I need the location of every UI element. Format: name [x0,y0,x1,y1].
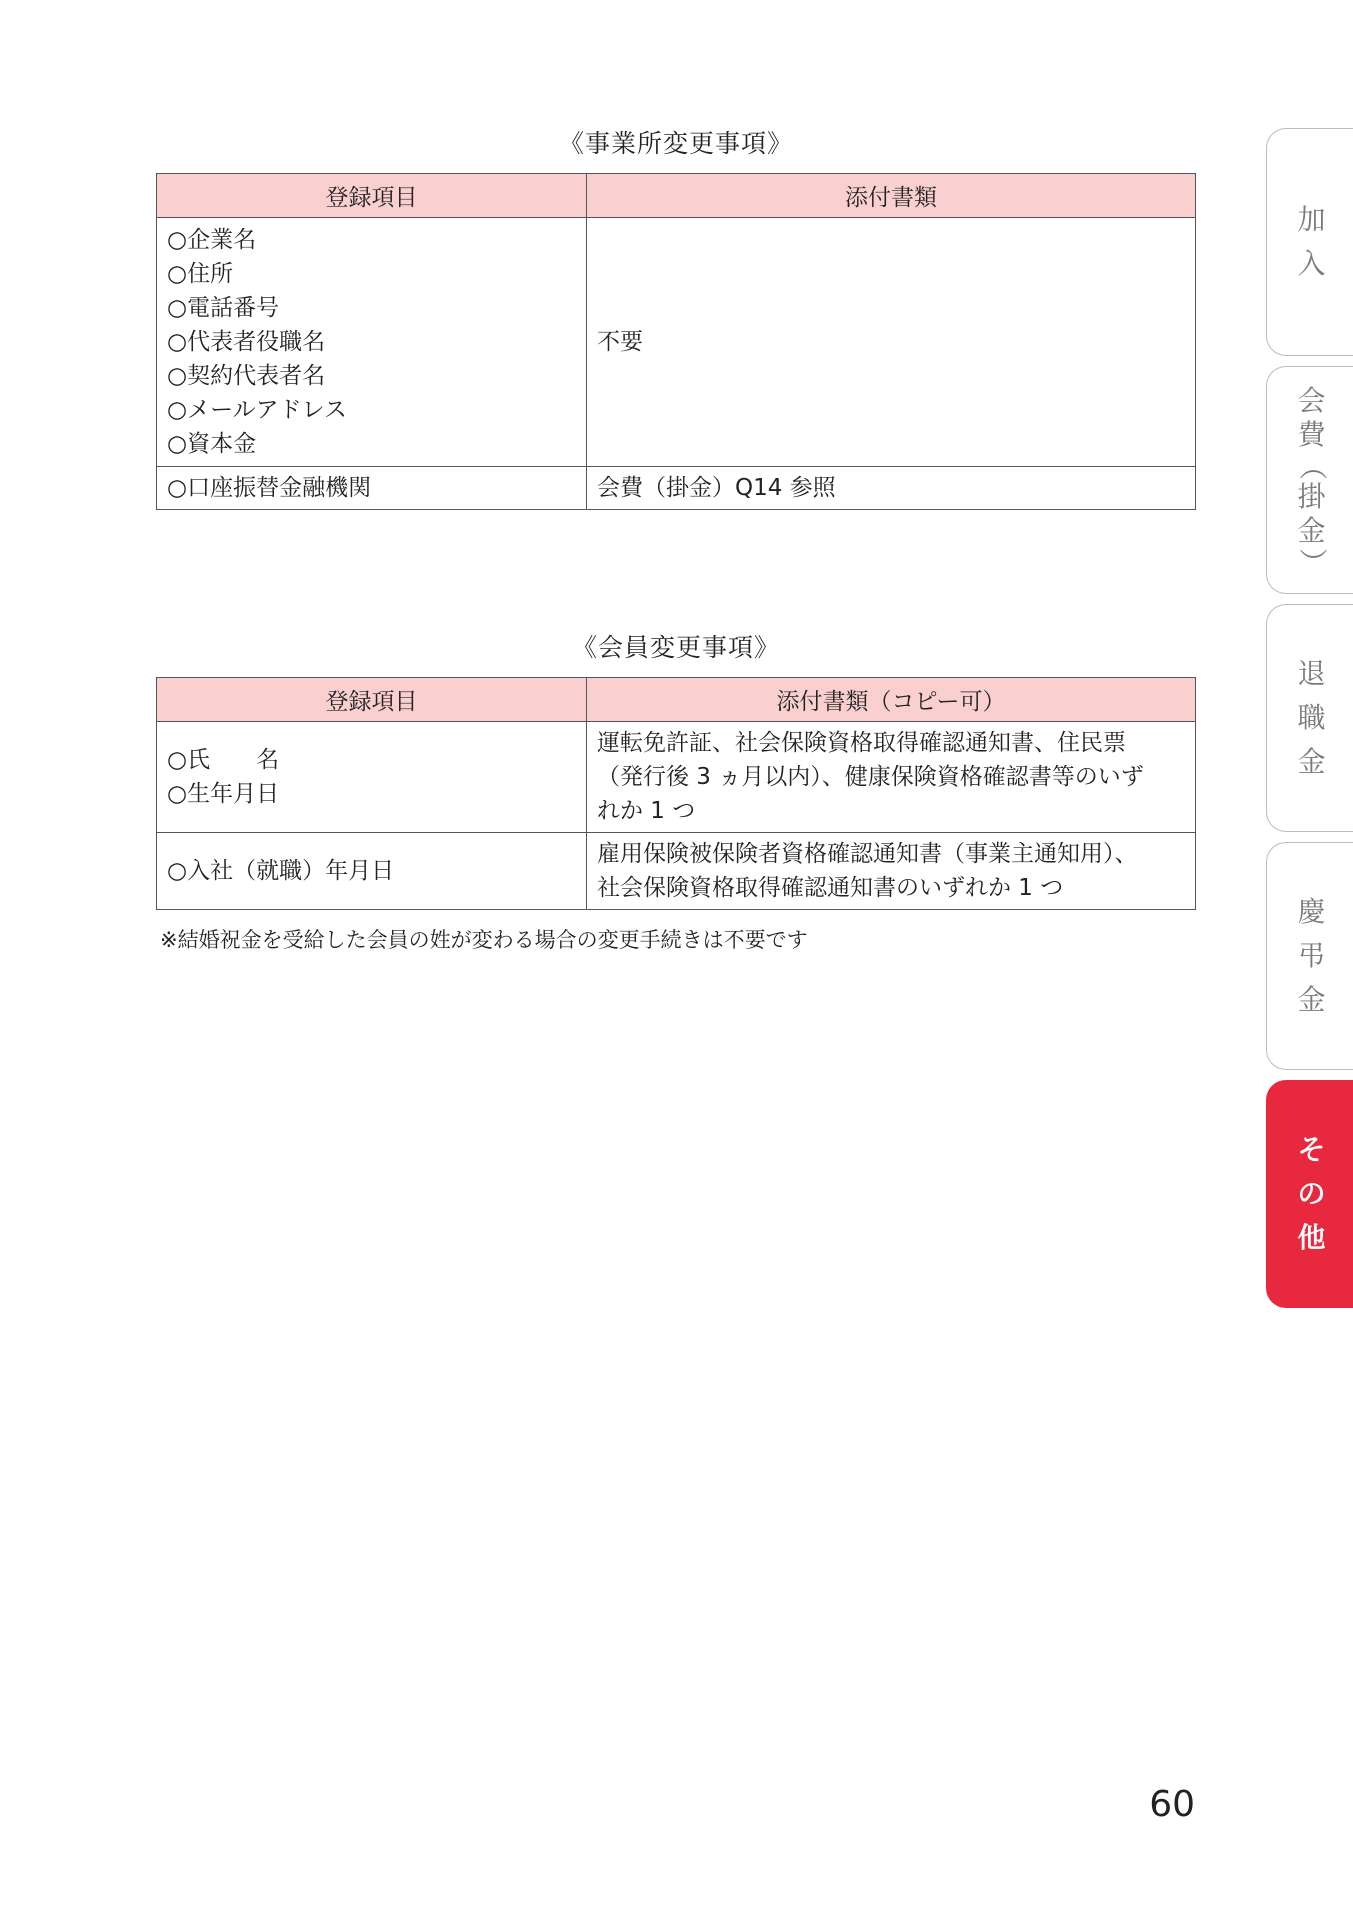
column-header-item: 登録項目 [157,174,587,218]
table-row [157,833,1196,910]
tab-char: 他 [1297,1221,1326,1254]
item-bank-transfer: ○口座振替金融機関 [167,475,372,501]
tab-char: 掛 [1297,480,1326,513]
tab-retirement-benefit[interactable] [1266,604,1353,832]
tab-char: 退 [1297,657,1326,690]
tab-char: ） [1295,548,1329,576]
tab-char: 費 [1297,418,1326,451]
attachment-cell: 不要 [587,218,1196,467]
tab-char: 金 [1297,983,1326,1016]
tab-char: 職 [1297,701,1326,734]
item-cell [157,467,587,510]
attachment-line: れか 1 つ [597,798,696,824]
member-change-table [156,677,1196,910]
table-header-row [157,174,1196,218]
tab-enrollment[interactable] [1266,128,1353,356]
table-row [157,722,1196,833]
item-contract-representative: ○契約代表者名 [167,363,326,389]
tab-congratulatory-condolence[interactable] [1266,842,1353,1070]
table-row [157,218,1196,467]
tab-char: そ [1297,1133,1326,1166]
tab-char: 金 [1297,745,1326,778]
attachment-line: 社会保険資格取得確認通知書のいずれか 1 つ [597,875,1064,901]
tab-other[interactable] [1266,1080,1353,1308]
attachment-line: （発行後 3 ヵ月以内）、健康保険資格確認書等のいず [597,764,1144,790]
table-row [157,467,1196,510]
item-phone: ○電話番号 [167,295,280,321]
item-representative-title: ○代表者役職名 [167,329,326,355]
item-address: ○住所 [167,261,234,287]
page-number: 60 [1149,1784,1195,1825]
item-cell [157,722,587,833]
item-capital: ○資本金 [167,431,257,457]
tab-char: の [1297,1177,1326,1210]
attachment-cell [587,833,1196,910]
member-section-title: 《会員変更事項》 [571,633,780,662]
item-hire-date: ○入社（就職）年月日 [167,858,395,884]
tab-membership-fee[interactable] [1266,366,1353,594]
item-cell [157,833,587,910]
attachment-cell: 会費（掛金）Q14 参照 [587,467,1196,510]
office-section-title: 《事業所変更事項》 [558,129,793,158]
footnote: ※結婚祝金を受給した会員の姓が変わる場合の変更手続きは不要です [160,928,808,952]
column-header-item: 登録項目 [157,678,587,722]
tab-char: 加 [1297,203,1326,236]
item-name: ○氏 名 [167,747,280,773]
attachment-line: 雇用保険被保険者資格確認通知書（事業主通知用）、 [597,841,1138,867]
office-change-table [156,173,1196,510]
attachment-line: 運転免許証、社会保険資格取得確認通知書、住民票 [597,730,1126,756]
column-header-attachment: 添付書類 [587,174,1196,218]
tab-char: 入 [1297,247,1326,280]
tab-char: 会 [1297,384,1326,417]
column-header-attachment: 添付書類（コピー可） [587,678,1196,722]
item-cell [157,218,587,467]
item-email: ○メールアドレス [167,397,347,423]
attachment-cell [587,722,1196,833]
tab-char: 金 [1297,514,1326,547]
item-company-name: ○企業名 [167,227,257,253]
item-birthdate: ○生年月日 [167,781,280,807]
tab-char: （ [1295,452,1329,480]
tab-char: 慶 [1297,895,1326,928]
table-header-row [157,678,1196,722]
tab-char: 弔 [1297,939,1326,972]
